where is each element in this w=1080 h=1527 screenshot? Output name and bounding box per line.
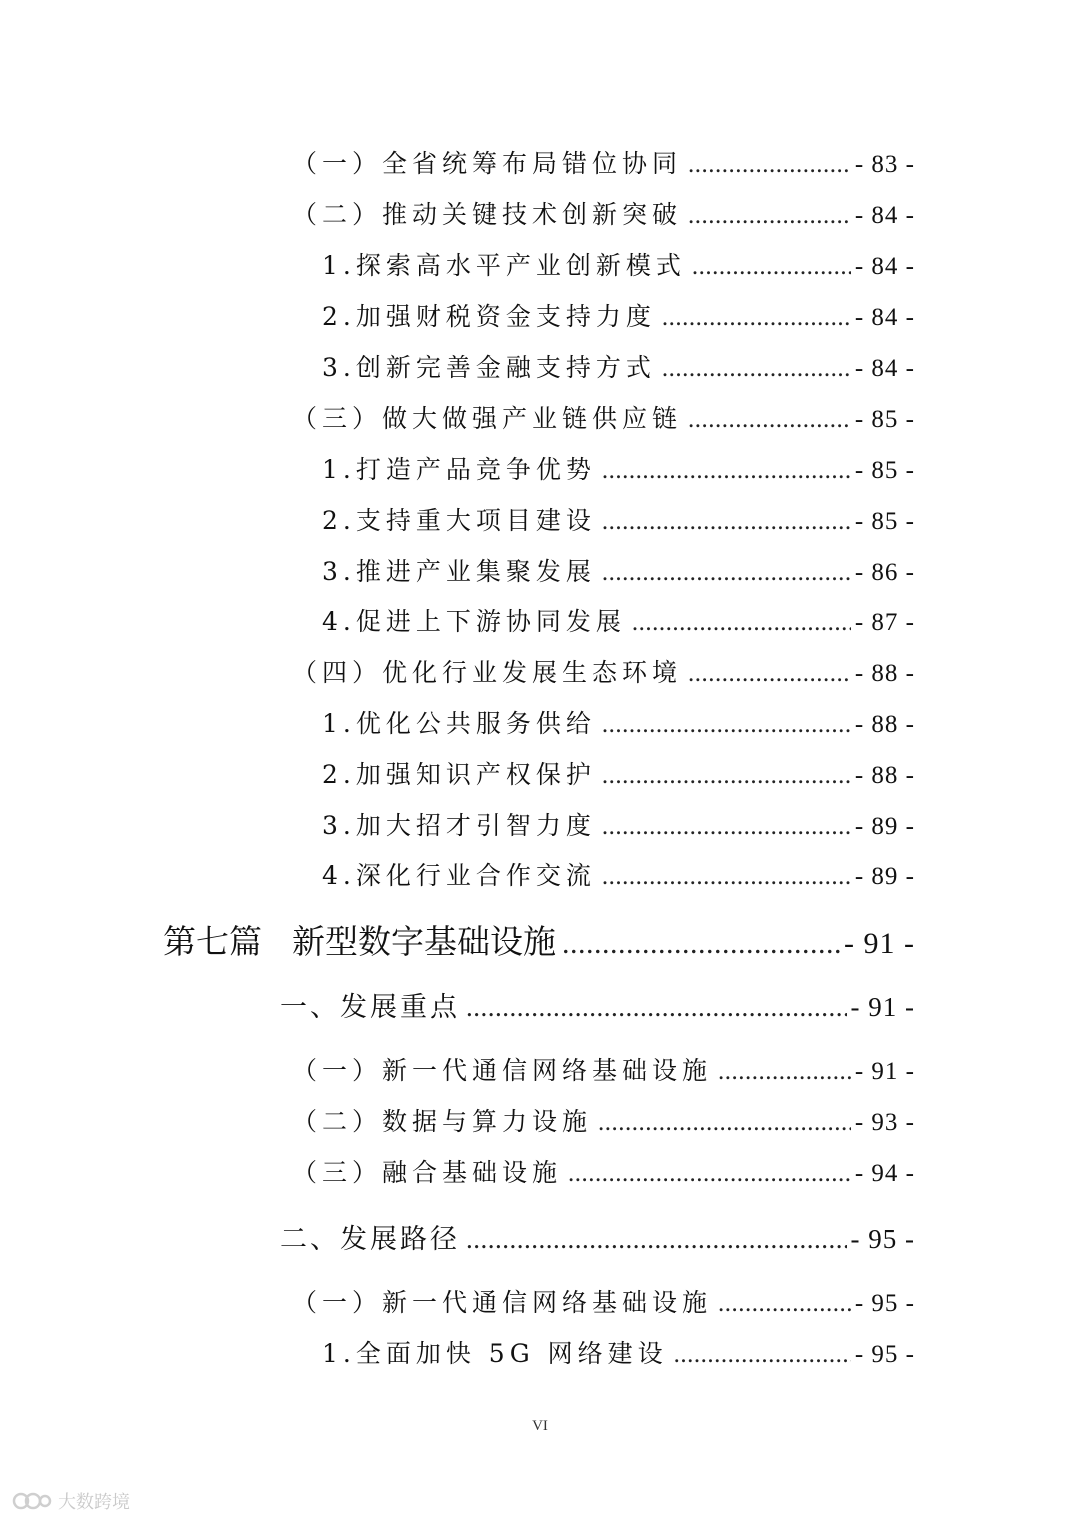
toc-entry-page: - 84 -	[854, 304, 915, 331]
toc-entry-page: - 85 -	[854, 457, 915, 484]
toc-entry[interactable]	[322, 755, 915, 791]
dot-leader	[602, 762, 851, 790]
dot-leader	[466, 1224, 847, 1255]
toc-entry-page: - 89 -	[854, 813, 915, 840]
toc-entry[interactable]	[280, 985, 915, 1024]
dot-leader	[688, 660, 851, 688]
toc-entry[interactable]	[292, 195, 915, 231]
toc-entry[interactable]	[322, 501, 915, 537]
toc-entry-page: - 91 -	[850, 992, 915, 1022]
toc-entry-title: 4.促进上下游协同发展	[322, 607, 626, 636]
dot-leader	[718, 1058, 851, 1086]
toc-entry-page: - 88 -	[854, 660, 915, 687]
dot-leader	[688, 406, 851, 434]
toc-entry[interactable]	[322, 856, 915, 892]
toc-entry[interactable]	[322, 297, 915, 333]
toc-entry-page: - 91 -	[844, 927, 915, 960]
toc-entry-page: - 91 -	[854, 1058, 915, 1085]
toc-entry-title: （四）优化行业发展生态环境	[292, 658, 683, 687]
dot-leader	[602, 863, 851, 891]
toc-entry-title: 二、发展路径	[280, 1224, 460, 1255]
toc-entry[interactable]	[322, 552, 915, 588]
toc-entry[interactable]	[322, 348, 915, 384]
page-number: VI	[532, 1418, 548, 1434]
toc-entry[interactable]	[280, 1217, 915, 1256]
dot-leader	[688, 151, 851, 179]
toc-entry-title: 4.深化行业合作交流	[322, 861, 596, 890]
toc-entry-page: - 88 -	[854, 762, 915, 789]
toc-entry[interactable]	[322, 246, 915, 282]
toc-entry-page: - 95 -	[854, 1290, 915, 1317]
dot-leader	[598, 1109, 851, 1137]
toc-entry[interactable]	[292, 1051, 915, 1087]
toc-entry[interactable]	[322, 704, 915, 740]
toc-entry-title: 3.加大招才引智力度	[322, 811, 596, 840]
watermark-text: 大数跨境	[58, 1492, 130, 1513]
toc-entry[interactable]	[292, 1283, 915, 1319]
toc-entry-title: （二）数据与算力设施	[292, 1107, 593, 1136]
watermark	[12, 1488, 130, 1514]
toc-entry-page: - 84 -	[854, 253, 915, 280]
toc-entry-title: 1.探索高水平产业创新模式	[322, 251, 686, 280]
watermark-logo-icon	[12, 1490, 52, 1512]
toc-entry-title: 1.优化公共服务供给	[322, 709, 596, 738]
toc-entry-title: 一、发展重点	[280, 992, 460, 1023]
toc-entry-page: - 94 -	[854, 1160, 915, 1187]
dot-leader	[662, 355, 851, 383]
dot-leader	[662, 304, 851, 332]
dot-leader	[602, 711, 851, 739]
toc-entry[interactable]	[322, 602, 915, 638]
dot-leader	[718, 1290, 851, 1318]
toc-entry-title: 新型数字基础设施	[292, 922, 556, 961]
toc-entry-title: 3.创新完善金融支持方式	[322, 353, 656, 382]
toc-entry-page: - 84 -	[854, 202, 915, 229]
dot-leader	[674, 1341, 851, 1369]
dot-leader	[466, 992, 847, 1023]
toc-entry-page: - 86 -	[854, 559, 915, 586]
toc-entry-title: 3.推进产业集聚发展	[322, 557, 596, 586]
toc-entry[interactable]	[322, 806, 915, 842]
toc-entry-page: - 93 -	[854, 1109, 915, 1136]
toc-entry[interactable]	[292, 1153, 915, 1189]
dot-leader	[632, 609, 851, 637]
toc-entry-page: - 89 -	[854, 863, 915, 890]
toc-entry-title: （一）新一代通信网络基础设施	[292, 1288, 713, 1317]
toc-entry-title: 2.加强知识产权保护	[322, 760, 596, 789]
dot-leader	[602, 813, 851, 841]
toc-entry-title: 2.支持重大项目建设	[322, 506, 596, 535]
dot-leader	[692, 253, 851, 281]
toc-entry-title: （二）推动关键技术创新突破	[292, 200, 683, 229]
toc-entry-page: - 95 -	[850, 1224, 915, 1254]
toc-part-number: 第七篇	[163, 922, 262, 961]
toc-entry[interactable]	[292, 144, 915, 180]
toc-entry-title: 1.打造产品竞争优势	[322, 455, 596, 484]
toc-entry[interactable]	[322, 1334, 915, 1370]
toc-entry-title: 1.全面加快 5G 网络建设	[322, 1339, 668, 1368]
toc-entry-page: - 87 -	[854, 609, 915, 636]
toc-entry-page: - 85 -	[854, 406, 915, 433]
toc-entry[interactable]	[292, 653, 915, 689]
toc-entry[interactable]	[292, 1102, 915, 1138]
toc-entry-title: 2.加强财税资金支持力度	[322, 302, 656, 331]
toc-entry-page: - 95 -	[854, 1341, 915, 1368]
dot-leader	[602, 457, 851, 485]
toc-entry[interactable]	[322, 450, 915, 486]
toc-entry-page: - 88 -	[854, 711, 915, 738]
toc-part-entry[interactable]	[163, 916, 915, 963]
toc-entry-page: - 85 -	[854, 508, 915, 535]
toc-entry-title: （一）新一代通信网络基础设施	[292, 1056, 713, 1085]
dot-leader	[602, 559, 851, 587]
toc-entry-title: （一）全省统筹布局错位协同	[292, 149, 683, 178]
toc-entry-page: - 84 -	[854, 355, 915, 382]
toc-entry-page: - 83 -	[854, 151, 915, 178]
dot-leader	[688, 202, 851, 230]
toc-entry-title: （三）做大做强产业链供应链	[292, 404, 683, 433]
dot-leader	[568, 1160, 851, 1188]
toc-entry-title: （三）融合基础设施	[292, 1158, 563, 1187]
dot-leader	[562, 927, 840, 961]
dot-leader	[602, 508, 851, 536]
toc-entry[interactable]	[292, 399, 915, 435]
